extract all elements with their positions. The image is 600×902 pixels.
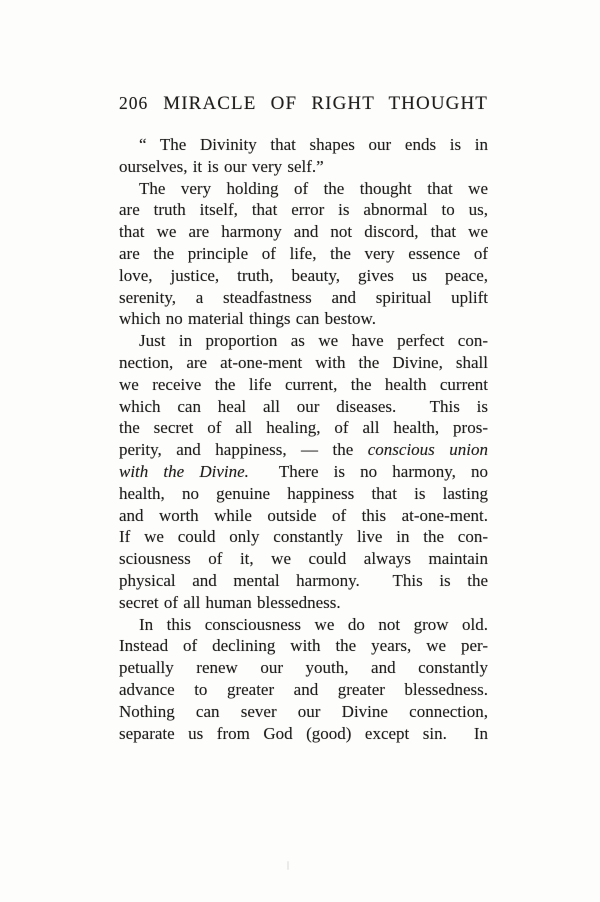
text-segment: The very holding of the thought that we bbox=[139, 178, 488, 198]
text-line bbox=[119, 592, 488, 614]
text-line bbox=[119, 308, 488, 330]
page-title: MIRACLE OF RIGHT THOUGHT bbox=[163, 93, 488, 114]
text-line bbox=[119, 570, 488, 592]
text-line bbox=[119, 461, 488, 483]
text-column bbox=[119, 92, 488, 744]
text-segment: physical and mental harmony. This is the bbox=[119, 570, 488, 590]
text-segment: secret of all human blessedness. bbox=[119, 592, 341, 612]
text-line bbox=[119, 679, 488, 701]
text-line bbox=[119, 723, 488, 745]
text-segment: love, justice, truth, beauty, gives us peace, bbox=[119, 265, 488, 285]
text-line bbox=[119, 614, 488, 636]
text-line bbox=[119, 352, 488, 374]
italic-text: with the Divine. bbox=[119, 461, 249, 481]
italic-text: conscious union bbox=[367, 440, 488, 460]
text-line bbox=[119, 330, 488, 352]
text-segment: perity, and happiness, — the bbox=[119, 440, 368, 460]
text-line bbox=[119, 657, 488, 679]
text-line bbox=[119, 483, 488, 505]
paragraph bbox=[119, 134, 488, 178]
text-line bbox=[119, 134, 488, 156]
text-segment: Just in proportion as we have perfect con- bbox=[139, 331, 488, 351]
text-line bbox=[119, 548, 488, 570]
paragraph bbox=[119, 614, 488, 745]
text-segment: health, no genuine happiness that is lasting bbox=[119, 483, 488, 503]
text-line bbox=[119, 417, 488, 439]
text-line bbox=[119, 526, 488, 548]
text-segment: are the principle of life, the very essence of bbox=[119, 243, 488, 263]
text-segment: are truth itself, that error is abnormal to us, bbox=[119, 200, 488, 220]
text-segment: There is no harmony, no bbox=[248, 461, 488, 481]
text-segment: ourselves, it is our very self.” bbox=[119, 156, 324, 176]
text-line bbox=[119, 396, 488, 418]
text-line bbox=[119, 287, 488, 309]
text-line bbox=[119, 701, 488, 723]
text-segment: If we could only constantly live in the con- bbox=[119, 527, 488, 547]
text-segment: advance to greater and greater blessedness. bbox=[119, 679, 488, 699]
text-segment: petually renew our youth, and constantly bbox=[119, 658, 488, 678]
text-line bbox=[119, 221, 488, 243]
text-segment: Nothing can sever our Divine connection, bbox=[119, 701, 488, 721]
text-line bbox=[119, 243, 488, 265]
text-segment: the secret of all healing, of all health, pros- bbox=[119, 418, 488, 438]
text-segment: we receive the life current, the health current bbox=[119, 374, 488, 394]
text-segment: which can heal all our diseases. This is bbox=[119, 396, 488, 416]
text-segment: and worth while outside of this at-one-ment. bbox=[119, 505, 488, 525]
page-header bbox=[119, 92, 488, 115]
text-line bbox=[119, 374, 488, 396]
page-number: 206 bbox=[119, 93, 149, 113]
text-segment: Instead of declining with the years, we per- bbox=[119, 636, 488, 656]
text-line bbox=[119, 156, 488, 178]
text-line bbox=[119, 439, 488, 461]
text-segment: sciousness of it, we could always maintain bbox=[119, 549, 488, 569]
text-line bbox=[119, 635, 488, 657]
text-line bbox=[119, 505, 488, 527]
text-line bbox=[119, 199, 488, 221]
paragraph bbox=[119, 330, 488, 613]
body-text bbox=[119, 134, 488, 744]
text-segment: that we are harmony and not discord, that we bbox=[119, 222, 488, 242]
text-segment: serenity, a steadfastness and spiritual uplift bbox=[119, 287, 488, 307]
scan-artifact bbox=[287, 861, 289, 870]
text-segment: nection, are at-one-ment with the Divine, shall bbox=[119, 352, 488, 372]
text-line bbox=[119, 265, 488, 287]
paragraph bbox=[119, 178, 488, 331]
text-segment: In this consciousness we do not grow old. bbox=[139, 614, 488, 634]
text-segment: “ The Divinity that shapes our ends is in bbox=[139, 135, 488, 154]
text-segment: which no material things can bestow. bbox=[119, 309, 376, 329]
text-line bbox=[119, 178, 488, 200]
text-segment: separate us from God (good) except sin. In bbox=[119, 723, 488, 743]
